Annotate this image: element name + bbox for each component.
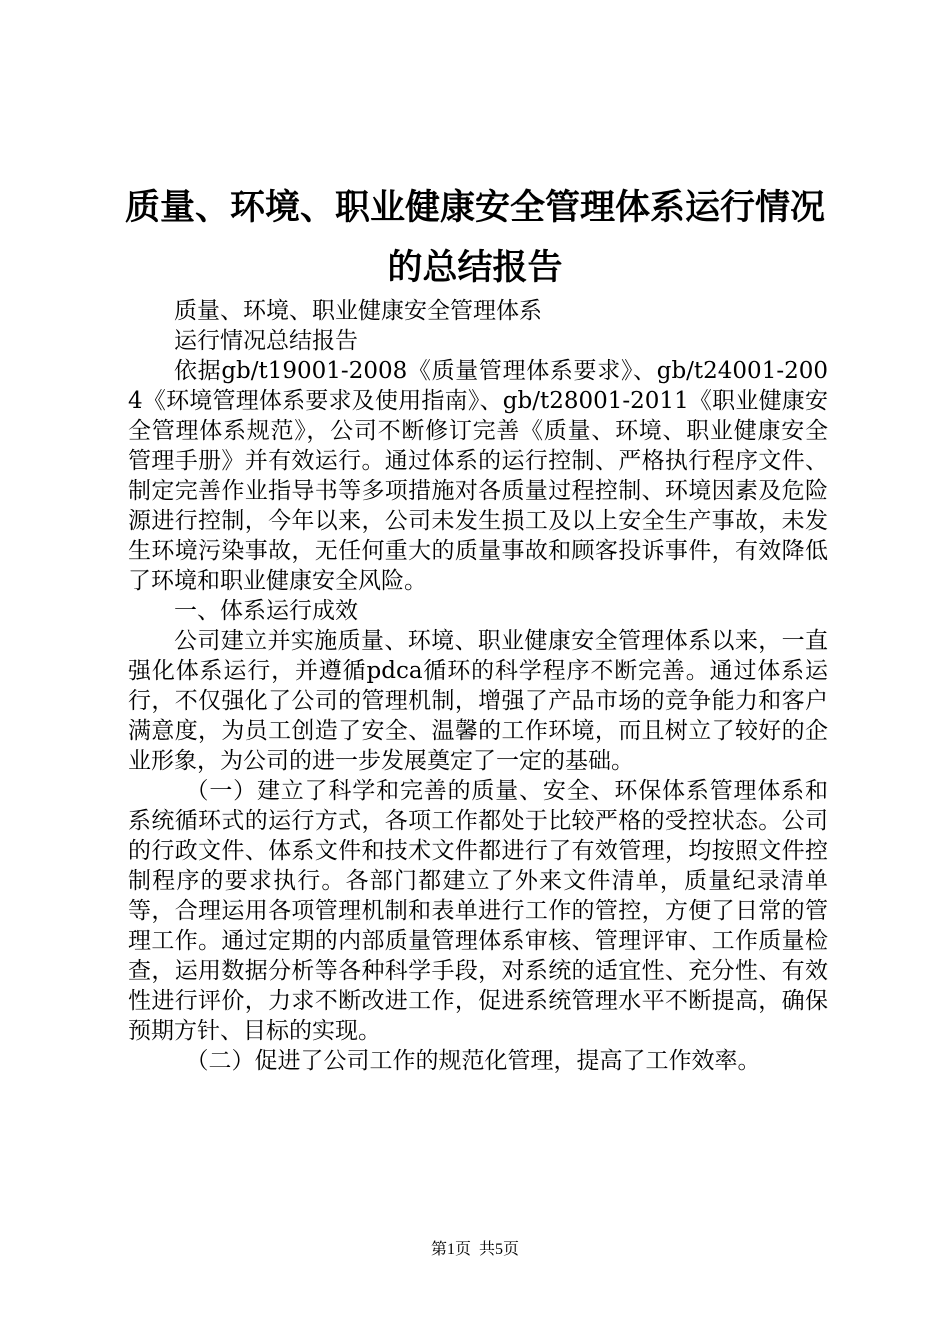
document-body bbox=[128, 296, 828, 1076]
page-number-footer: 第1页 共5页 bbox=[430, 1241, 519, 1258]
paragraph-subtitle-2: 运行情况总结报告 bbox=[174, 328, 358, 354]
document-title-line-2: 的总结报告 bbox=[387, 247, 563, 288]
paragraph-item-1: （一）建立了科学和完善的质量、安全、环保体系管理体系和系统循环式的运行方式，各项工作都处于比较严格的受控状态。公司的行政文件、体系文件和技术文件都进行了有效管理，均按照文件控制程序的要求执行。各部门都建立了外来文件清单，质量纪录清单等，合理运用各项管理机制和表单进行工作的管控，方便了日常的管理工作。通过定期的内部质量管理体系审核、管理评审、工作质量检查，运用数据分析等各种科学手段，对系统的适宜性、充分性、有效性进行评价，力求不断改进工作，促进系统管理水平不断提高，确保预期方针、目标的实现。 bbox=[128, 778, 828, 1044]
paragraph-item-2: （二）促进了公司工作的规范化管理，提高了工作效率。 bbox=[185, 1048, 761, 1074]
paragraph-subtitle-1: 质量、环境、职业健康安全管理体系 bbox=[174, 298, 542, 324]
section-heading: 一、体系运行成效 bbox=[174, 598, 358, 624]
paragraph-intro: 依据gb/t19001-2008《质量管理体系要求》、gb/t24001-2004《环境管理体系要求及使用指南》、gb/t28001-2011《职业健康安全管理体系规范》，公司不断修订完善《质量、环境、职业健康安全管理手册》并有效运行。通过体系的运行控制、严格执行程序文件、制定完善作业指导书等多项措施对各质量过程控制、环境因素及危险源进行控制，今年以来，公司未发生损工及以上安全生产事故，未发生环境污染事故，无任何重大的质量事故和顾客投诉事件，有效降低了环境和职业健康安全风险。 bbox=[128, 358, 828, 594]
paragraph-section-1: 公司建立并实施质量、环境、职业健康安全管理体系以来，一直强化体系运行，并遵循pdca循环的科学程序不断完善。通过体系运行，不仅强化了公司的管理机制，增强了产品市场的竞争能力和客户满意度，为员工创造了安全、温馨的工作环境，而且树立了较好的企业形象，为公司的进一步发展奠定了一定的基础。 bbox=[128, 628, 828, 774]
document-title-line-1: 质量、环境、职业健康安全管理体系运行情况 bbox=[124, 187, 825, 228]
